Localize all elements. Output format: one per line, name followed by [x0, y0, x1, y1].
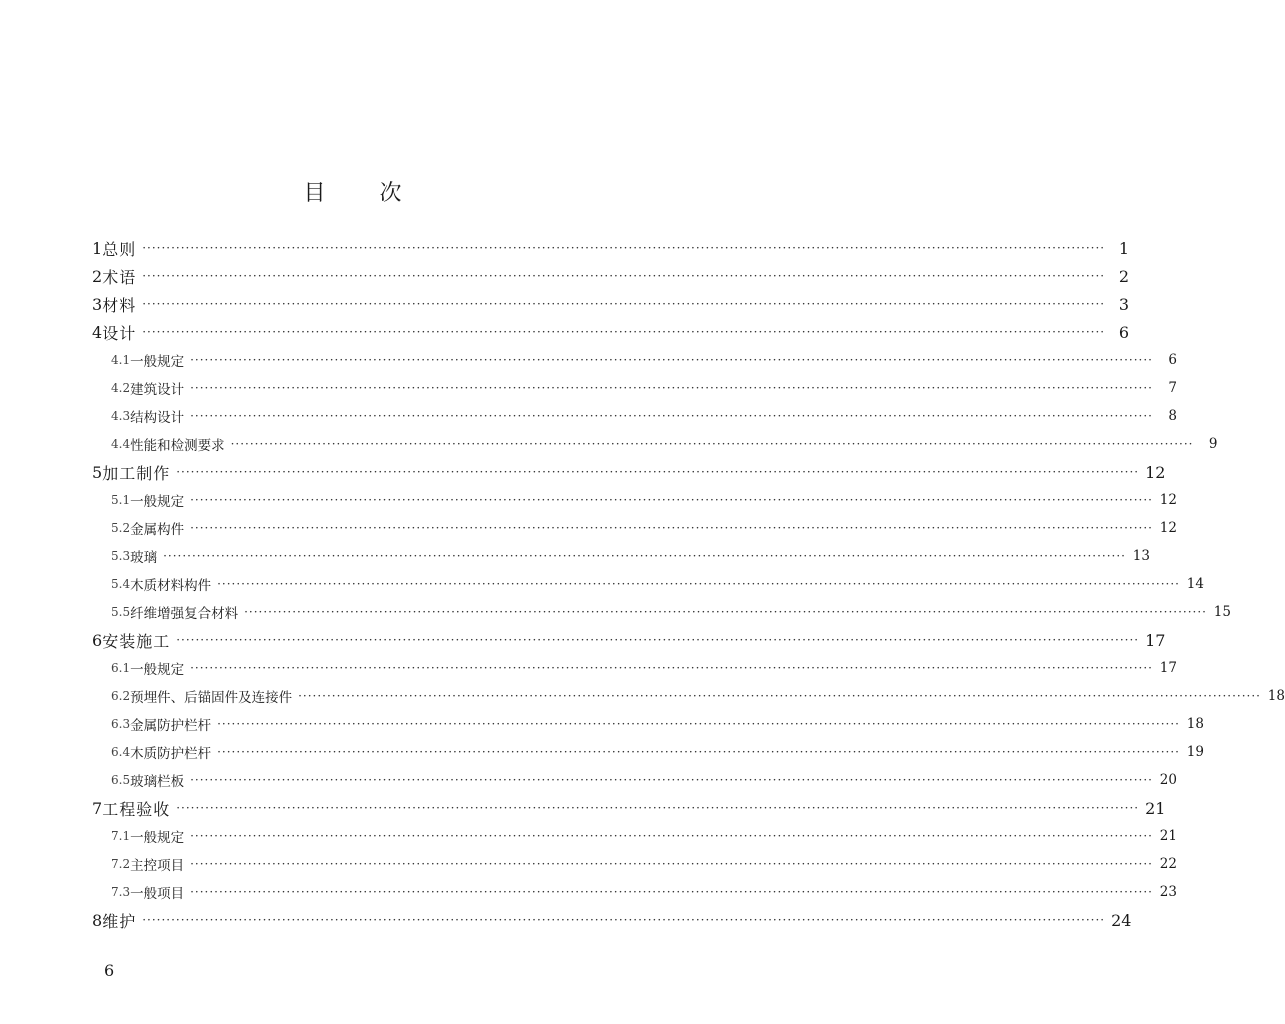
toc-leader-dots: ········································································································································································································: [244, 605, 1207, 619]
toc-entry-page: 2: [1118, 266, 1130, 286]
toc-entry-number: 4.4: [111, 437, 131, 451]
toc-entry-page: 12: [1159, 492, 1177, 508]
toc-entry-page: 3: [1118, 294, 1130, 314]
toc-entry-page: 14: [1186, 576, 1204, 592]
toc-entry[interactable]: [92, 682, 1285, 710]
toc-entry-label: 维护: [102, 911, 137, 931]
toc-leader-dots: ········································································································································································································: [176, 633, 1140, 647]
toc-entry[interactable]: [92, 850, 1177, 878]
toc-entry-label: 玻璃栏板: [130, 774, 185, 790]
toc-entry[interactable]: [92, 234, 1130, 262]
toc-entry[interactable]: [92, 402, 1177, 430]
toc-entry-page: 24: [1111, 910, 1132, 930]
toc-entry[interactable]: [92, 794, 1166, 822]
toc-entry-page: 21: [1145, 798, 1166, 818]
toc-entry-page: 15: [1213, 604, 1231, 620]
toc-entry-number: 7.2: [111, 857, 131, 871]
toc-entry[interactable]: [92, 514, 1177, 542]
toc-entry[interactable]: [92, 598, 1231, 626]
toc-entry[interactable]: [92, 766, 1177, 794]
toc-entry-number: 6.1: [111, 661, 131, 675]
toc-leader-dots: ········································································································································································································: [190, 521, 1153, 535]
toc-entry-number: 5.4: [111, 577, 131, 591]
toc-leader-dots: ········································································································································································································: [142, 241, 1106, 255]
toc-entry-label: 结构设计: [130, 410, 185, 426]
toc-entry-label: 安装施工: [102, 631, 171, 651]
toc-entry-number: 6.4: [111, 745, 131, 759]
toc-entry-page: 12: [1159, 520, 1177, 536]
toc-leader-dots: ········································································································································································································: [217, 745, 1180, 759]
toc-leader-dots: ········································································································································································································: [142, 269, 1106, 283]
toc-entry-label: 预埋件、后锚固件及连接件: [130, 690, 293, 706]
toc-leader-dots: ········································································································································································································: [217, 577, 1180, 591]
toc-entry-label: 工程验收: [102, 799, 171, 819]
page-title: [0, 176, 707, 207]
toc-entry[interactable]: [92, 318, 1130, 346]
toc-entry-number: 7.3: [111, 885, 131, 899]
toc-entry-label: 一般规定: [130, 662, 185, 678]
toc-entry-number: 5.1: [111, 493, 131, 507]
toc-leader-dots: ········································································································································································································: [142, 297, 1106, 311]
toc-entry-label: 一般项目: [130, 886, 185, 902]
toc-leader-dots: ········································································································································································································: [190, 773, 1153, 787]
toc-entry[interactable]: [92, 542, 1150, 570]
title-char-1: 目: [303, 181, 328, 206]
toc-entry-label: 木质材料构件: [130, 578, 212, 594]
toc-entry-number: 5.2: [111, 521, 131, 535]
toc-entry[interactable]: [92, 738, 1204, 766]
toc-entry-number: 6.5: [111, 773, 131, 787]
toc-entry-label: 主控项目: [130, 858, 185, 874]
toc-entry-number: 7.1: [111, 829, 131, 843]
toc-entry-label: 金属构件: [130, 522, 185, 538]
toc-entry-number: 3: [92, 294, 103, 314]
toc-entry-label: 玻璃: [130, 550, 158, 566]
toc-entry-label: 一般规定: [130, 354, 185, 370]
toc-entry[interactable]: [92, 262, 1130, 290]
toc-entry-number: 2: [92, 266, 103, 286]
toc-entry-page: 6: [1118, 322, 1130, 342]
toc-entry-label: 总则: [102, 239, 137, 259]
toc-entry-number: 4.1: [111, 353, 131, 367]
toc-entry-page: 19: [1186, 744, 1204, 760]
toc-leader-dots: ········································································································································································································: [163, 549, 1126, 563]
toc-entry-label: 金属防护栏杆: [130, 718, 212, 734]
toc-entry-number: 5: [92, 462, 103, 482]
toc-entry[interactable]: [92, 626, 1166, 654]
title-char-2: 次: [379, 181, 404, 206]
toc-entry[interactable]: [92, 654, 1177, 682]
toc-entry-label: 建筑设计: [130, 382, 185, 398]
toc-leader-dots: ········································································································································································································: [190, 829, 1153, 843]
toc-entry-label: 纤维增强复合材料: [130, 606, 239, 622]
toc-entry[interactable]: [92, 430, 1218, 458]
toc-entry-page: 18: [1267, 688, 1285, 704]
toc-entry[interactable]: [92, 710, 1204, 738]
toc-leader-dots: ········································································································································································································: [217, 717, 1180, 731]
toc-entry-page: 13: [1132, 548, 1150, 564]
toc-entry[interactable]: [92, 570, 1204, 598]
toc-entry-number: 4.3: [111, 409, 131, 423]
toc-leader-dots: ········································································································································································································: [176, 801, 1140, 815]
toc-entry-label: 设计: [102, 323, 137, 343]
toc-leader-dots: ········································································································································································································: [190, 857, 1153, 871]
toc-leader-dots: ········································································································································································································: [230, 437, 1194, 451]
toc-entry-label: 性能和检测要求: [130, 438, 225, 454]
toc-entry[interactable]: [92, 458, 1166, 486]
toc-entry[interactable]: [92, 346, 1177, 374]
toc-entry-number: 1: [92, 238, 103, 258]
toc-entry-page: 8: [1168, 408, 1177, 424]
toc-leader-dots: ········································································································································································································: [142, 913, 1106, 927]
toc-leader-dots: ········································································································································································································: [190, 409, 1153, 423]
toc-entry-number: 4.2: [111, 381, 131, 395]
toc-entry[interactable]: [92, 878, 1177, 906]
toc-entry-page: 1: [1118, 238, 1130, 258]
toc-entry-label: 木质防护栏杆: [130, 746, 212, 762]
toc-entry-page: 7: [1168, 380, 1177, 396]
toc-entry-page: 12: [1145, 462, 1166, 482]
toc-entry-page: 17: [1159, 660, 1177, 676]
toc-entry[interactable]: [92, 374, 1177, 402]
toc-entry-page: 9: [1208, 436, 1218, 452]
toc-entry-number: 7: [92, 798, 103, 818]
toc-leader-dots: ········································································································································································································: [176, 465, 1140, 479]
toc-entry-number: 5.5: [111, 605, 131, 619]
toc-entry-label: 一般规定: [130, 830, 185, 846]
toc-leader-dots: ········································································································································································································: [142, 325, 1106, 339]
toc-entry-number: 6: [92, 630, 103, 650]
toc-entry-page: 21: [1159, 828, 1177, 844]
toc-leader-dots: ········································································································································································································: [190, 381, 1153, 395]
toc-leader-dots: ········································································································································································································: [190, 493, 1153, 507]
toc-entry-number: 6.2: [111, 689, 131, 703]
toc-entry-page: 20: [1159, 772, 1177, 788]
toc-leader-dots: ········································································································································································································: [190, 661, 1153, 675]
footer-page-number: 6: [104, 961, 115, 980]
toc-entry[interactable]: [92, 290, 1130, 318]
toc-entry-label: 材料: [102, 295, 137, 315]
toc-entry[interactable]: [92, 906, 1132, 934]
toc-entry-label: 术语: [102, 267, 137, 287]
toc-entry-number: 8: [92, 910, 103, 930]
toc-entry-number: 6.3: [111, 717, 131, 731]
toc-leader-dots: ········································································································································································································: [190, 353, 1153, 367]
toc-entry-page: 18: [1186, 716, 1204, 732]
toc-entry-number: 4: [92, 322, 103, 342]
toc-entry-page: 22: [1159, 856, 1177, 872]
toc-leader-dots: ········································································································································································································: [298, 689, 1261, 703]
toc-entry-label: 一般规定: [130, 494, 185, 510]
toc-entry[interactable]: [92, 822, 1177, 850]
toc-entry-label: 加工制作: [102, 463, 171, 483]
toc-entry-page: 6: [1168, 352, 1177, 368]
toc-entry-page: 17: [1145, 630, 1166, 650]
toc-entry-page: 23: [1159, 884, 1177, 900]
toc-entry[interactable]: [92, 486, 1177, 514]
toc-leader-dots: ········································································································································································································: [190, 885, 1153, 899]
toc-entry-number: 5.3: [111, 549, 131, 563]
